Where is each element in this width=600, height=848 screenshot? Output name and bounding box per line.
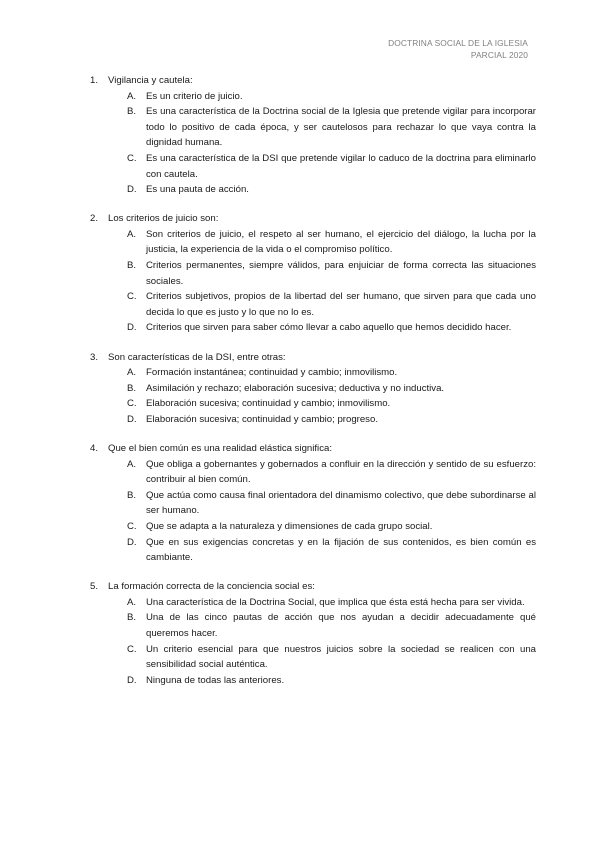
- option-text: Es una característica de la Doctrina social de la Iglesia que pretende vigilar para incorporar todo lo positivo de cada época, y ser cautelosos para rechazar lo que vaya contra la dignidad humana.: [146, 106, 536, 149]
- answer-options: [90, 227, 536, 336]
- option-text: Ninguna de todas las anteriores.: [146, 674, 285, 686]
- option-letter: B.: [127, 489, 137, 501]
- answer-option: [90, 457, 536, 488]
- option-text: Una de las cinco pautas de acción que nos ayudan a decidir adecuadamente qué queremos hacer.: [146, 612, 536, 639]
- question-5: [90, 579, 536, 688]
- answer-option: [90, 320, 536, 336]
- answer-option: [90, 642, 536, 673]
- question-text: Son características de la DSI, entre otras:: [108, 351, 286, 363]
- page-header: [388, 37, 528, 61]
- option-letter: A.: [127, 596, 137, 608]
- question-text: La formación correcta de la conciencia social es:: [108, 581, 315, 593]
- option-letter: A.: [127, 228, 137, 240]
- answer-option: [90, 381, 536, 397]
- answer-options: [90, 595, 536, 689]
- answer-option: [90, 673, 536, 689]
- answer-option: [90, 182, 536, 198]
- option-letter: B.: [127, 106, 137, 118]
- header-course-title: DOCTRINA SOCIAL DE LA IGLESIA: [388, 38, 528, 48]
- answer-option: [90, 610, 536, 641]
- answer-option: [90, 535, 536, 566]
- option-text: Criterios subjetivos, propios de la libertad del ser humano, que sirven para que cada uno decida lo que es justo y lo que no lo es.: [146, 291, 536, 318]
- option-text: Son criterios de juicio, el respeto al ser humano, el ejercicio del diálogo, la lucha por la justicia, la experiencia de la vida o el compromiso político.: [146, 228, 536, 256]
- question-text: Que el bien común es una realidad elástica significa:: [108, 442, 332, 454]
- option-letter: D.: [127, 536, 137, 548]
- option-text: Que obliga a gobernantes y gobernados a confluir en la dirección y sentido de su esfuerzo: contribuir al bien común.: [146, 458, 536, 486]
- question-1: [90, 73, 536, 198]
- question-stem: [90, 441, 536, 457]
- question-stem: [90, 350, 536, 366]
- option-letter: C.: [127, 152, 137, 164]
- option-letter: C.: [127, 291, 137, 303]
- answer-option: [90, 488, 536, 519]
- question-text: Los criterios de juicio son:: [108, 213, 219, 225]
- question-stem: [90, 579, 536, 595]
- option-letter: B.: [127, 382, 137, 394]
- option-text: Elaboración sucesiva; continuidad y cambio; progreso.: [146, 413, 378, 425]
- question-list: [90, 73, 536, 702]
- question-text: Vigilancia y cautela:: [108, 75, 193, 86]
- option-text: Elaboración sucesiva; continuidad y cambio; inmovilismo.: [146, 398, 391, 410]
- answer-option: [90, 89, 536, 105]
- option-letter: C.: [127, 643, 137, 655]
- option-letter: B.: [127, 612, 137, 624]
- option-letter: C.: [127, 398, 137, 410]
- header-exam-label: PARCIAL 2020: [470, 50, 528, 60]
- option-text: Que actúa como causa final orientadora del dinamismo colectivo, que debe subordinarse al ser humano.: [146, 489, 536, 517]
- option-text: Es una pauta de acción.: [146, 184, 249, 196]
- question-stem: [90, 211, 536, 227]
- question-number: 1.: [90, 75, 99, 86]
- question-stem: [90, 73, 536, 89]
- answer-option: [90, 227, 536, 258]
- answer-option: [90, 396, 536, 412]
- option-text: Criterios permanentes, siempre válidos, para enjuiciar de forma correcta las situaciones sociales.: [146, 260, 536, 287]
- question-2: [90, 211, 536, 336]
- question-4: [90, 441, 536, 566]
- answer-option: [90, 258, 536, 289]
- answer-option: [90, 104, 536, 151]
- option-letter: A.: [127, 90, 137, 102]
- option-letter: D.: [127, 184, 137, 196]
- option-letter: C.: [127, 520, 137, 532]
- question-number: 5.: [90, 581, 99, 593]
- option-text: Que en sus exigencias concretas y en la fijación de sus contenidos, es bien común es cambiante.: [146, 536, 536, 564]
- answer-option: [90, 151, 536, 182]
- option-letter: D.: [127, 674, 137, 686]
- option-text: Es una característica de la DSI que pretende vigilar lo caduco de la doctrina para eliminarlo con cautela.: [146, 152, 536, 180]
- answer-options: [90, 365, 536, 427]
- option-text: Formación instantánea; continuidad y cambio; inmovilismo.: [146, 367, 398, 379]
- option-text: Asimilación y rechazo; elaboración sucesiva; deductiva y no inductiva.: [146, 382, 445, 394]
- option-text: Un criterio esencial para que nuestros juicios sobre la sociedad se realicen con una sensibilidad social auténtica.: [146, 643, 536, 671]
- question-number: 4.: [90, 442, 99, 454]
- answer-option: [90, 595, 536, 611]
- question-number: 2.: [90, 213, 99, 225]
- answer-option: [90, 289, 536, 320]
- option-letter: A.: [127, 367, 137, 379]
- answer-option: [90, 519, 536, 535]
- option-letter: A.: [127, 458, 137, 470]
- answer-options: [90, 89, 536, 198]
- question-3: [90, 350, 536, 428]
- option-text: Criterios que sirven para saber cómo llevar a cabo aquello que hemos decidido hacer.: [146, 322, 512, 334]
- option-text: Que se adapta a la naturaleza y dimensiones de cada grupo social.: [146, 520, 433, 532]
- answer-option: [90, 412, 536, 428]
- option-text: Una característica de la Doctrina Social, que implica que ésta está hecha para ser vivida.: [146, 596, 525, 608]
- option-letter: B.: [127, 260, 137, 272]
- option-letter: D.: [127, 322, 137, 334]
- option-letter: D.: [127, 413, 137, 425]
- answer-option: [90, 365, 536, 381]
- answer-options: [90, 457, 536, 566]
- option-text: Es un criterio de juicio.: [146, 90, 243, 102]
- question-number: 3.: [90, 351, 99, 363]
